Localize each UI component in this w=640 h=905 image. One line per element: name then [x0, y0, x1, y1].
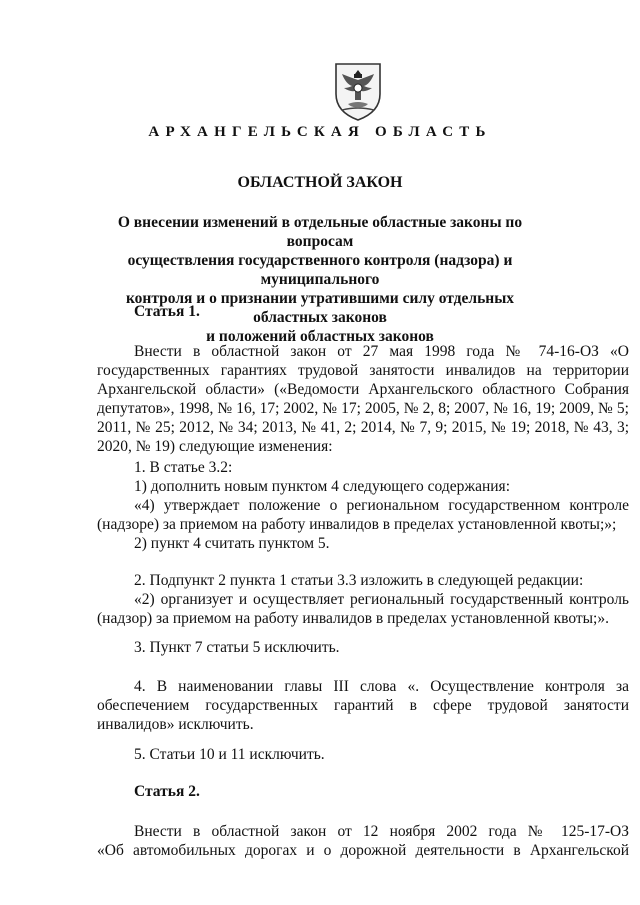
- law-type: ОБЛАСТНОЙ ЗАКОН: [237, 174, 403, 191]
- article-2-intro: Внести в областной закон от 12 ноября 2002 года № 125-17-ОЗ «Об автомобильных дорогах и о дорожной деятельности в Архангельской: [97, 823, 629, 859]
- article-2-heading: Статья 2.: [134, 783, 200, 800]
- coat-of-arms-icon: [328, 60, 388, 122]
- item-1-title: 1. В статье 3.2:: [134, 459, 233, 476]
- item-2-title: 2. Подпункт 2 пункта 1 статьи 3.3 изложить в следующей редакции:: [134, 572, 584, 589]
- item-1-sub-2: 2) пункт 4 считать пунктом 5.: [134, 535, 330, 552]
- article-1-item-5: 5. Статьи 10 и 11 исключить.: [134, 746, 325, 763]
- article-1-item-4: 4. В наименовании главы III слова «. Осуществление контроля за обеспечением государственных гарантий в сфере трудовой занятости инвалидов» исключить.: [97, 678, 629, 733]
- law-title: [100, 213, 540, 346]
- law-title-line: и положений областных законов: [206, 328, 434, 345]
- article-1-item-1: [97, 458, 629, 553]
- law-title-line: осуществления государственного контроля (надзора) и муниципального: [127, 252, 513, 288]
- item-1-sub-1: 1) дополнить новым пунктом 4 следующего содержания:: [134, 478, 510, 495]
- item-2-quote: «2) организует и осуществляет региональный государственный контроль (надзор) за приемом на работу инвалидов в пределах установленной квоты;».: [97, 591, 629, 627]
- region-name: АРХАНГЕЛЬСКАЯ ОБЛАСТЬ: [148, 124, 492, 140]
- item-1-quote: «4) утверждает положение о региональном государственном контроле (надзоре) за приемом на работу инвалидов в пределах установленной квоты;»;: [97, 497, 629, 533]
- article-1-item-2: [97, 571, 629, 628]
- article-1-heading: Статья 1.: [134, 303, 200, 320]
- article-1-intro: Внести в областной закон от 27 мая 1998 года № 74-16-ОЗ «О государственных гарантиях трудовой занятости инвалидов на территории Архангельской области» («Ведомости Архангельского областного Собрания депутатов», 1998, № 16, 17; 2002, № 17; 2005, № 2, 8; 2007, № 16, 19; 2009, № 5; 2011, № 25; 2012, № 34; 2013, № 41, 2; 2014, № 7, 9; 2015, № 19; 2018, № 43, 3; 2020, № 19) следующие изменения:: [97, 343, 629, 455]
- law-title-line: контроля и о признании утратившими силу отдельных областных законов: [125, 290, 515, 326]
- law-title-line: О внесении изменений в отдельные областные законы по вопросам: [117, 214, 523, 250]
- article-1-item-3: 3. Пункт 7 статьи 5 исключить.: [134, 639, 340, 656]
